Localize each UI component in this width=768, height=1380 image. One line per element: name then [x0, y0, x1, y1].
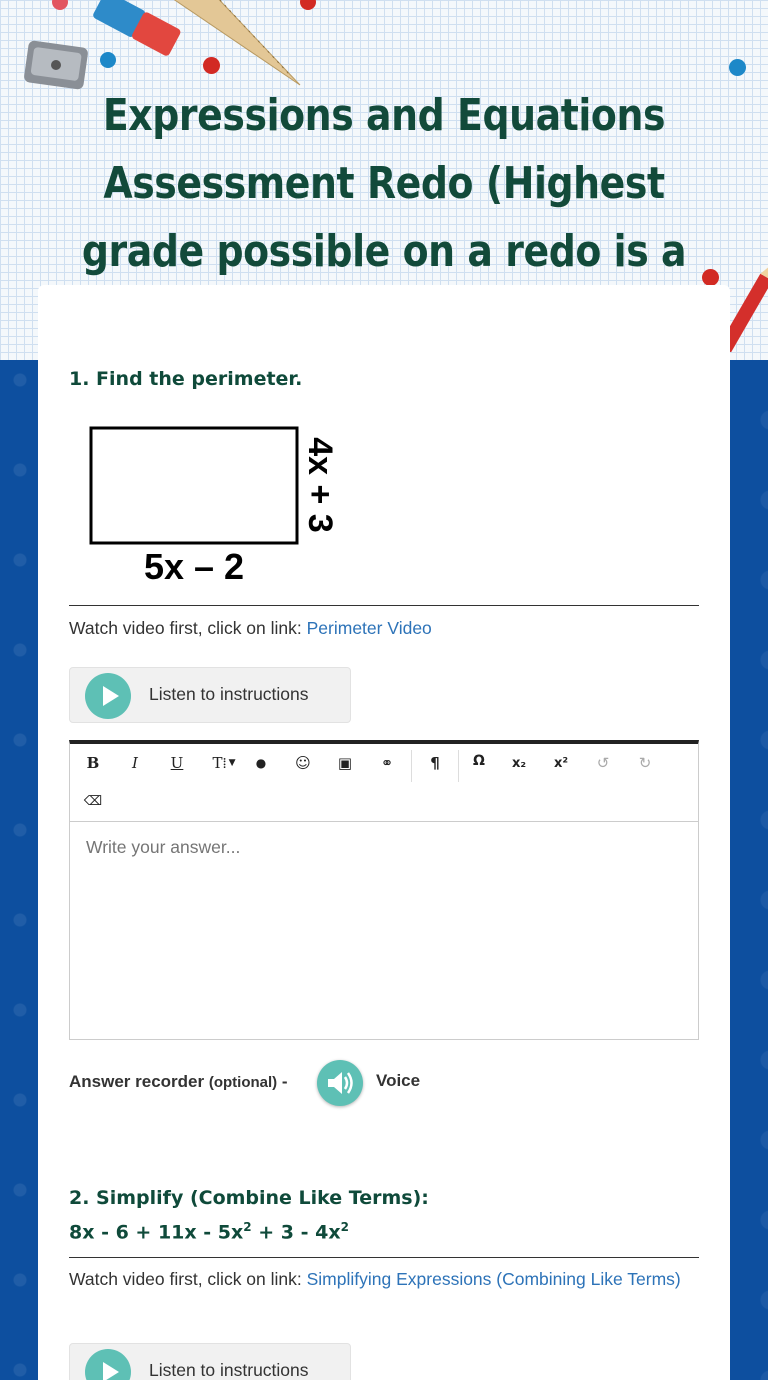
text-size-dropdown[interactable] [204, 748, 244, 778]
pencil-icon [728, 262, 768, 352]
color-drop-icon: ● [255, 756, 267, 770]
emoji-button[interactable] [288, 748, 318, 778]
voice-record-button[interactable] [317, 1060, 363, 1106]
ruler-icon [150, 0, 310, 90]
paragraph-icon: ¶ [430, 754, 440, 772]
perimeter-video-link[interactable]: Perimeter Video [306, 618, 432, 638]
underline-button[interactable]: U [170, 754, 184, 772]
rectangle-shape [91, 428, 297, 543]
paragraph-direction-button[interactable] [420, 748, 450, 778]
listen-to-instructions-button[interactable] [69, 1343, 351, 1380]
question-2-expression [69, 1220, 349, 1243]
editor-toolbar [70, 744, 698, 822]
image-icon: ▣ [337, 754, 353, 772]
bold-button[interactable]: B [86, 754, 100, 772]
listen-label: Listen to instructions [149, 684, 309, 704]
voice-label: Voice [376, 1071, 421, 1090]
toolbar-separator [411, 750, 412, 782]
recorder-dash: - [277, 1072, 288, 1091]
subscript-icon: x₂ [511, 755, 527, 771]
play-icon [85, 673, 131, 719]
bottom-length-label: 5x – 2 [143, 546, 245, 586]
superscript-icon: x² [553, 755, 569, 771]
question-2-heading: 2. Simplify (Combine Like Terms): [69, 1187, 429, 1209]
text-color-button[interactable] [246, 748, 276, 778]
speaker-icon [317, 1060, 363, 1106]
listen-to-instructions-button[interactable] [69, 667, 351, 723]
clear-formatting-button[interactable] [78, 786, 108, 816]
rectangle-figure [86, 421, 346, 586]
undo-icon: ↺ [596, 754, 610, 772]
decor-dot [702, 269, 719, 286]
listen-label: Listen to instructions [149, 1360, 309, 1380]
superscript-button[interactable] [546, 748, 576, 778]
exponent: 2 [340, 1220, 349, 1234]
link-icon: ⚭ [380, 754, 394, 772]
recorder-optional-text: (optional) [208, 1074, 278, 1091]
redo-icon: ↻ [638, 754, 652, 772]
chevron-down-icon: ▼ [228, 758, 236, 768]
answer-recorder-label [69, 1072, 288, 1092]
insert-image-button[interactable] [330, 748, 360, 778]
exponent: 2 [243, 1220, 252, 1234]
emoji-icon: ☺ [295, 754, 311, 772]
worksheet-card [38, 285, 730, 1380]
decor-dot [729, 59, 746, 76]
undo-button[interactable] [588, 748, 618, 778]
play-icon [85, 1349, 131, 1380]
redo-button[interactable] [630, 748, 660, 778]
toolbar-separator [458, 750, 459, 782]
recorder-label-text: Answer recorder [69, 1072, 205, 1091]
insert-link-button[interactable] [372, 748, 402, 778]
divider [69, 605, 699, 606]
special-characters-button[interactable] [464, 746, 494, 776]
divider [69, 1257, 699, 1258]
omega-icon: Ω [473, 753, 485, 769]
side-length-label: 4x + 3 [301, 437, 340, 533]
watch-prefix: Watch video first, click on link: [69, 618, 307, 638]
expression-part: + 3 - 4x [251, 1221, 341, 1244]
text-size-icon: T⁞ [212, 753, 227, 772]
question-1-heading: 1. Find the perimeter. [69, 368, 303, 390]
simplifying-video-link[interactable]: Simplifying Expressions (Combining Like Terms) [306, 1269, 681, 1289]
subscript-button[interactable] [504, 748, 534, 778]
answer-input[interactable] [70, 822, 698, 1039]
watch-instructions [69, 1267, 689, 1292]
expression-part: 8x - 6 + 11x - 5x [69, 1221, 244, 1244]
answer-editor [69, 740, 699, 1040]
watch-instructions [69, 616, 689, 641]
eraser-icon: ⌫ [83, 793, 103, 809]
page-title: Expressions and Equations Assessment Redo (Highest grade possible on a redo is a [81, 90, 687, 277]
italic-button[interactable]: I [132, 754, 138, 772]
watch-prefix: Watch video first, click on link: [69, 1269, 307, 1289]
